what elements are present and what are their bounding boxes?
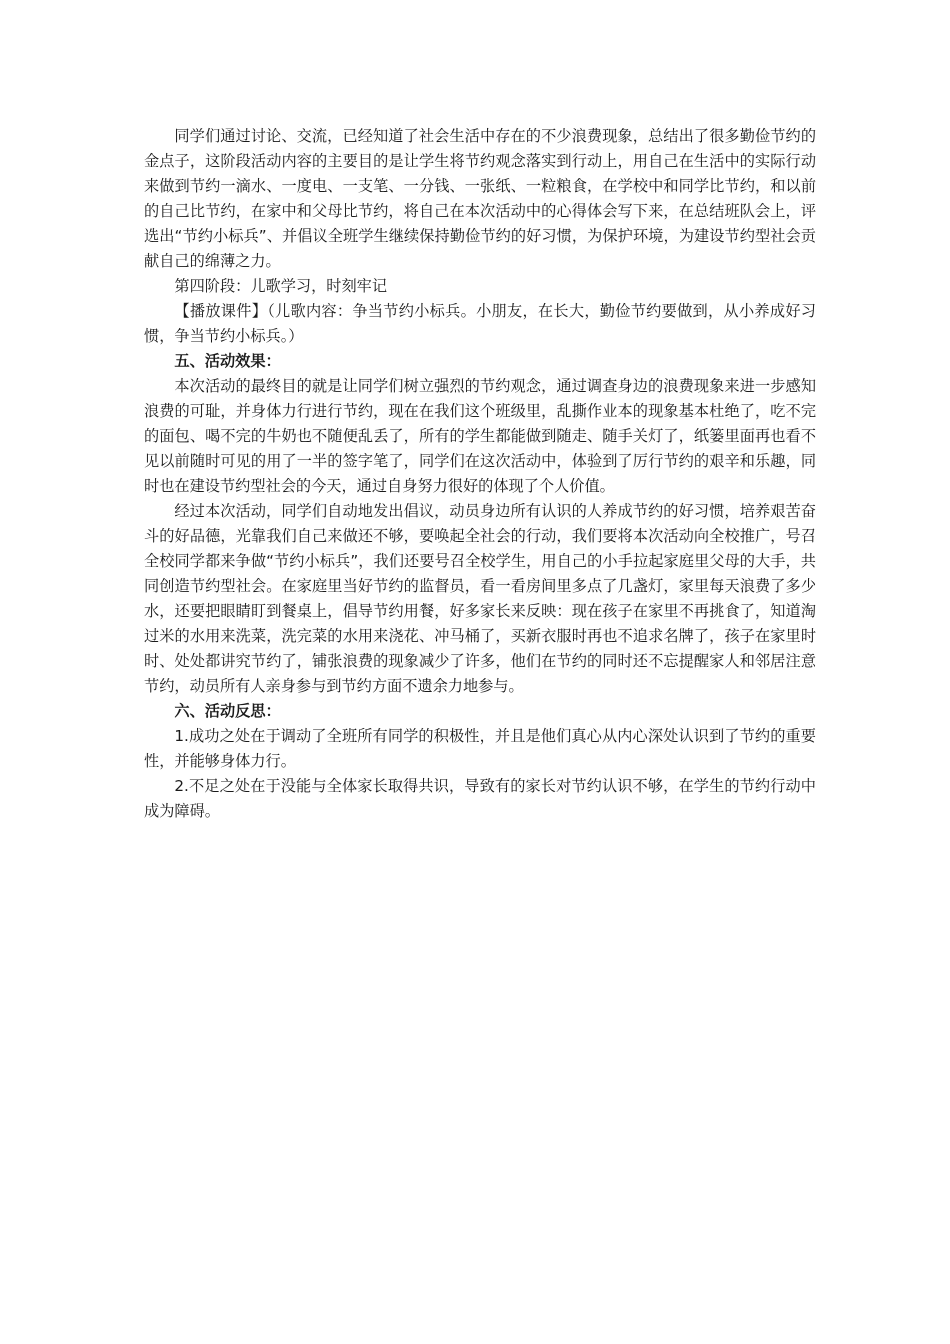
paragraph-reflection-1: 1.成功之处在于调动了全班所有同学的积极性，并且是他们真心从内心深处认识到了节约的重要性，并能够身体力行。 (144, 727, 816, 770)
paragraph-stage4-title: 第四阶段：儿歌学习，时刻牢记 (174, 277, 388, 295)
section-heading-effect: 五、活动效果： (174, 352, 281, 370)
paragraph-reflection-2: 2.不足之处在于没能与全体家长取得共识，导致有的家长对节约认识不够，在学生的节约行动中成为障碍。 (144, 777, 816, 820)
paragraph-effect-1: 本次活动的最终目的就是让同学们树立强烈的节约观念，通过调查身边的浪费现象来进一步感知浪费的可耻，并身体力行进行节约，现在在我们这个班级里，乱撕作业本的现象基本杜绝了，吃不完的面包、喝不完的牛奶也不随便乱丢了，所有的学生都能做到随走、随手关灯了，纸篓里面再也看不见以前随时可见的用了一半的签字笔了，同学们在这次活动中，体验到了厉行节约的艰辛和乐趣，同时也在建设节约型社会的今天，通过自身努力很好的体现了个人价值。 (144, 377, 816, 495)
paragraph-stage3-summary: 同学们通过讨论、交流，已经知道了社会生活中存在的不少浪费现象，总结出了很多勤俭节约的金点子，这阶段活动内容的主要目的是让学生将节约观念落实到行动上，用自己在生活中的实际行动来做到节约一滴水、一度电、一支笔、一分钱、一张纸、一粒粮食，在学校中和同学比节约，和以前的自己比节约，在家中和父母比节约，将自己在本次活动中的心得体会写下来，在总结班队会上，评选出“节约小标兵”、并倡议全班学生继续保持勤俭节约的好习惯，为保护环境，为建设节约型社会贡献自己的绵薄之力。 (144, 127, 816, 270)
paragraph-courseware: 【播放课件】（儿歌内容：争当节约小标兵。小朋友，在长大，勤俭节约要做到，从小养成好习惯，争当节约小标兵。） (144, 302, 816, 345)
document-body (144, 124, 816, 824)
section-heading-reflection: 六、活动反思： (174, 702, 281, 720)
paragraph-effect-2: 经过本次活动，同学们自动地发出倡议，动员身边所有认识的人养成节约的好习惯，培养艰苦奋斗的好品德，光靠我们自己来做还不够，要唤起全社会的行动，我们要将本次活动向全校推广，号召全校同学都来争做“节约小标兵”，我们还要号召全校学生，用自己的小手拉起家庭里父母的大手，共同创造节约型社会。在家庭里当好节约的监督员，看一看房间里多点了几盏灯，家里每天浪费了多少水，还要把眼睛盯到餐桌上，倡导节约用餐，好多家长来反映：现在孩子在家里不再挑食了，知道淘过米的水用来洗菜，洗完菜的水用来浇花、冲马桶了，买新衣服时再也不追求名牌了，孩子在家里时时、处处都讲究节约了，铺张浪费的现象减少了许多，他们在节约的同时还不忘提醒家人和邻居注意节约，动员所有人亲身参与到节约方面不遗余力地参与。 (144, 502, 816, 695)
